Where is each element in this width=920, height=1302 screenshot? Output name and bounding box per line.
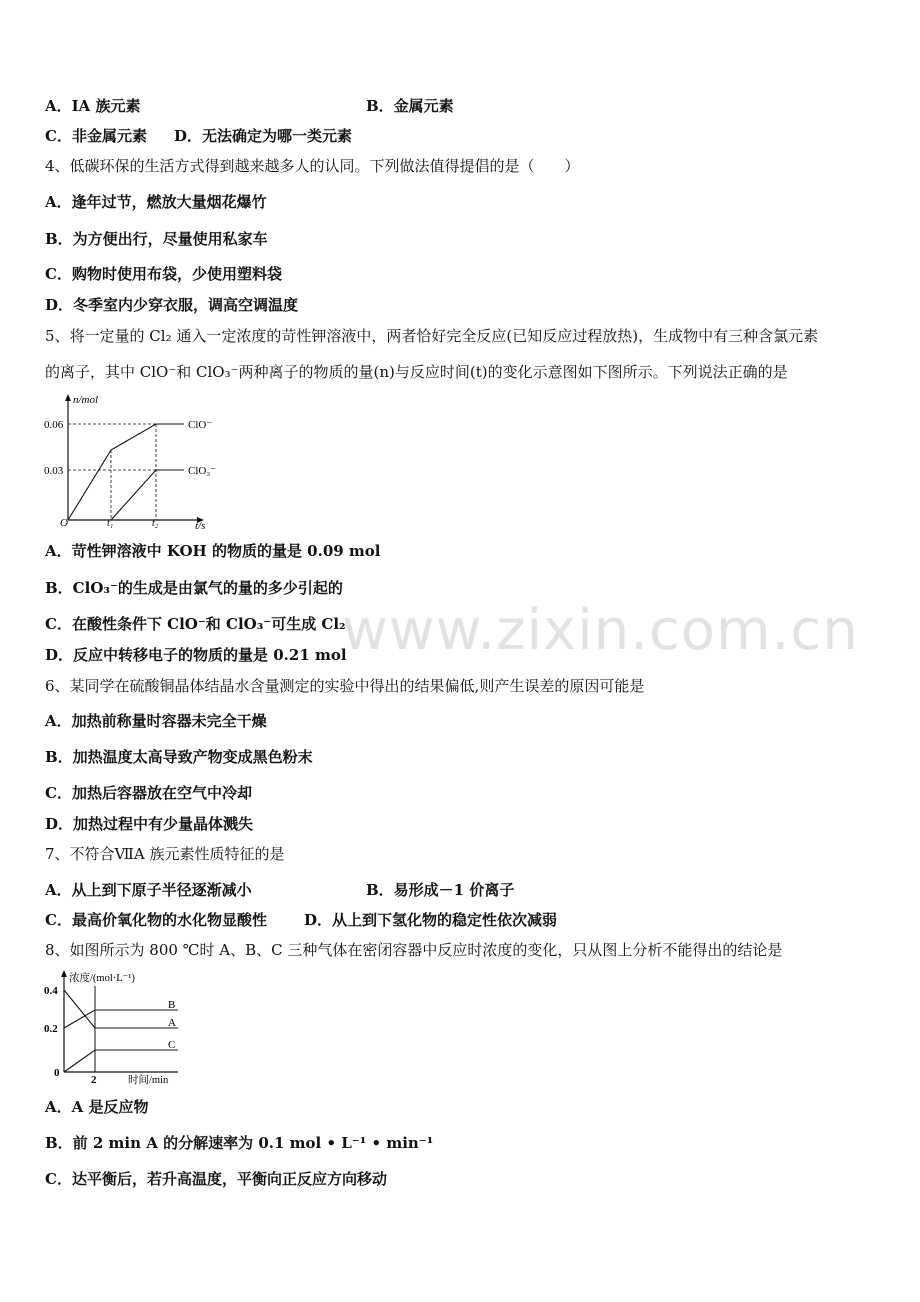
chart2-series-c-label: C xyxy=(168,1039,176,1051)
chart1-series-clo3-label: ClO₃⁻ xyxy=(188,465,216,477)
chart2-series-b xyxy=(64,1010,178,1028)
chart2-xtick-2: 2 xyxy=(91,1074,97,1086)
chart1-series-clo xyxy=(68,424,184,520)
q5-stem-line1: 5、将一定量的 Cl₂ 通入一定浓度的苛性钾溶液中，两者恰好完全反应(已知反应过程放热)，生成物中有三种含氯元素 xyxy=(45,327,819,345)
q4-option-d: D．冬季室内少穿衣服，调高空调温度 xyxy=(45,296,299,314)
chart-n-vs-t xyxy=(42,392,232,532)
q8-stem: 8、如图所示为 800 ℃时 A、B、C 三种气体在密闭容器中反应时浓度的变化，只从图上分析不能得出的结论是 xyxy=(45,941,783,959)
chart1-xlabel: t/s xyxy=(195,520,206,532)
chart2-ytick-02: 0.2 xyxy=(44,1023,58,1035)
chart2-series-b-label: B xyxy=(168,999,176,1011)
chart-concentration-vs-time xyxy=(44,968,194,1086)
chart1-xtick-t1: t₁ xyxy=(107,518,114,529)
chart1-ylabel: n/mol xyxy=(73,394,99,406)
q8-option-b: B．前 2 min A 的分解速率为 0.1 mol • L⁻¹ • min⁻¹ xyxy=(45,1134,434,1152)
chart1-ytick-003: 0.03 xyxy=(44,465,64,477)
q6-option-a: A．加热前称量时容器未完全干燥 xyxy=(45,712,267,730)
chart1-origin: O xyxy=(60,517,68,529)
chart1-ytick-006: 0.06 xyxy=(44,419,64,431)
chart2-series-a xyxy=(64,990,178,1028)
q7-option-a: A．从上到下原子半径逐渐减小 xyxy=(45,881,252,899)
chart1-xtick-t2: t₂ xyxy=(152,518,159,529)
q4-option-a: A．逢年过节，燃放大量烟花爆竹 xyxy=(45,193,267,211)
q5-stem-line2: 的离子，其中 ClO⁻和 ClO₃⁻两种离子的物质的量(n)与反应时间(t)的变化示意图如下图所示。下列说法正确的是 xyxy=(45,363,788,381)
q7-option-c: C．最高价氧化物的水化物显酸性 xyxy=(45,911,267,929)
chart2-y-arrow xyxy=(61,970,67,977)
chart1-series-clo3 xyxy=(111,470,184,520)
q4-option-c: C．购物时使用布袋，少使用塑料袋 xyxy=(45,265,282,283)
q6-option-d: D．加热过程中有少量晶体溅失 xyxy=(45,815,254,833)
chart2-series-a-label: A xyxy=(168,1017,176,1029)
q7-stem: 7、不符合ⅦA 族元素性质特征的是 xyxy=(45,845,285,863)
q7-option-d: D．从上到下氢化物的稳定性依次减弱 xyxy=(304,911,558,929)
q6-option-c: C．加热后容器放在空气中冷却 xyxy=(45,784,252,802)
chart2-series-c xyxy=(64,1050,178,1072)
q8-option-a: A．A 是反应物 xyxy=(45,1098,149,1116)
q4-stem: 4、低碳环保的生活方式得到越来越多人的认同。下列做法值得提倡的是（ ） xyxy=(45,157,580,175)
q5-option-c: C．在酸性条件下 ClO⁻和 ClO₃⁻可生成 Cl₂ xyxy=(45,615,346,633)
q5-option-b: B．ClO₃⁻的生成是由氯气的量的多少引起的 xyxy=(45,579,343,597)
q6-option-b: B．加热温度太高导致产物变成黑色粉末 xyxy=(45,748,313,766)
q3-option-d: D．无法确定为哪一类元素 xyxy=(174,127,353,145)
q7-option-b: B．易形成－1 价离子 xyxy=(366,881,515,899)
q4-option-b: B．为方便出行，尽量使用私家车 xyxy=(45,230,268,248)
chart2-xlabel: 时间/min xyxy=(128,1075,169,1086)
chart1-y-arrow xyxy=(65,394,71,401)
q3-option-b: B．金属元素 xyxy=(366,97,454,115)
chart2-ytick-04: 0.4 xyxy=(44,985,58,997)
chart2-ytick-0: 0 xyxy=(54,1067,60,1079)
q8-option-c: C．达平衡后，若升高温度，平衡向正反应方向移动 xyxy=(45,1170,387,1188)
q3-option-c: C．非金属元素 xyxy=(45,127,147,145)
q5-option-a: A．苛性钾溶液中 KOH 的物质的量是 0.09 mol xyxy=(45,542,381,560)
watermark-text: www.zixin.com.cn xyxy=(342,598,859,663)
q5-option-d: D．反应中转移电子的物质的量是 0.21 mol xyxy=(45,646,347,664)
chart1-series-clo-label: ClO⁻ xyxy=(188,419,213,431)
q6-stem: 6、某同学在硫酸铜晶体结晶水含量测定的实验中得出的结果偏低,则产生误差的原因可能是 xyxy=(45,677,645,695)
q3-option-a: A．IA 族元素 xyxy=(45,97,141,115)
chart2-ylabel: 浓度/(mol·L⁻¹) xyxy=(69,973,135,984)
